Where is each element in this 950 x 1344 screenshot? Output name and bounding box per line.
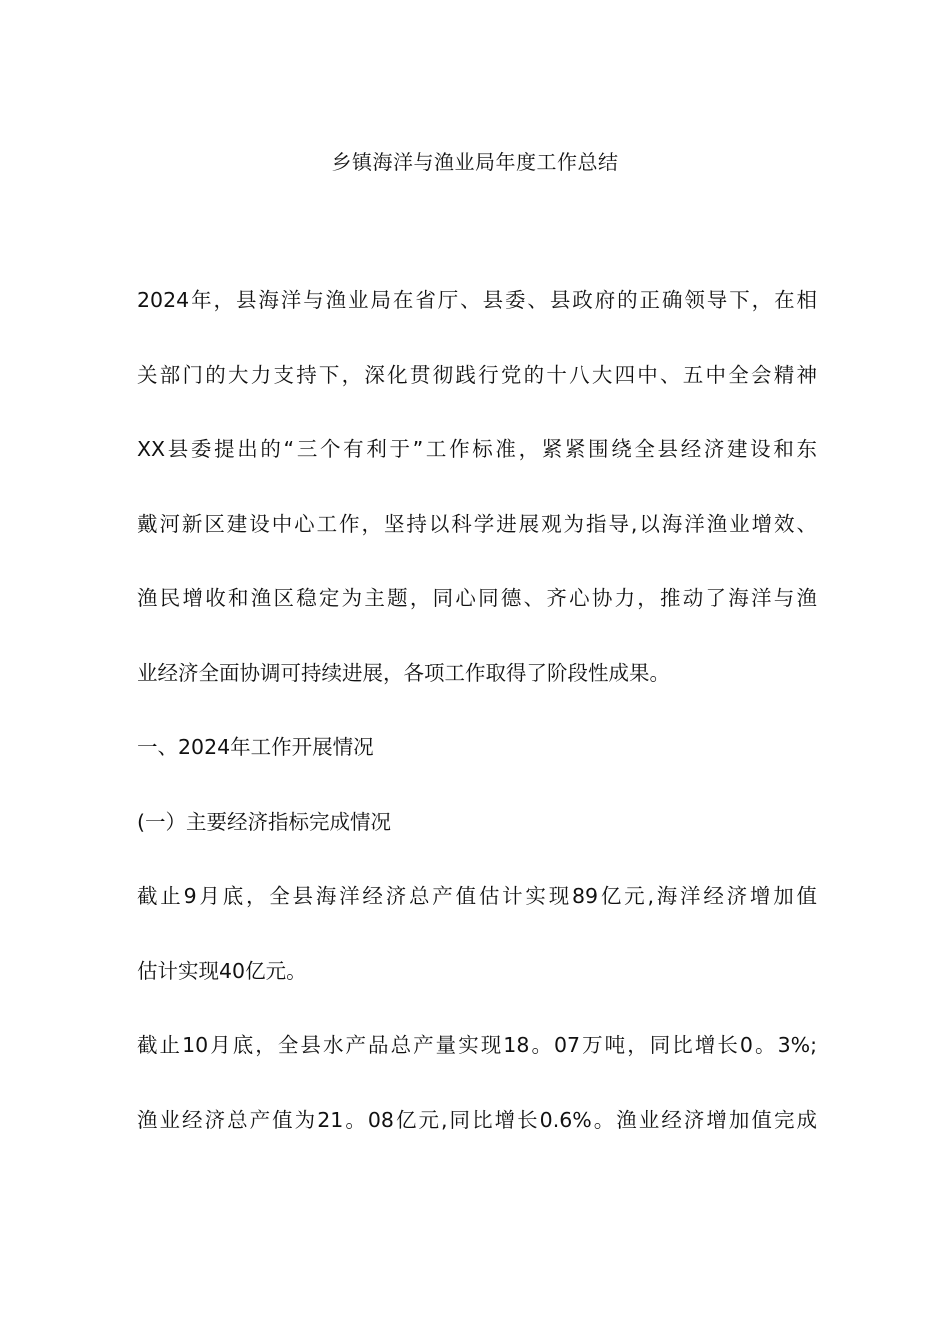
document-body bbox=[137, 280, 817, 1174]
document-title: 乡镇海洋与渔业局年度工作总结 bbox=[331, 150, 619, 174]
body-line-2: 关部门的大力支持下，深化贯彻践行党的十八大四中、五中全会精神 bbox=[137, 362, 817, 387]
body-line-10: 估计实现40亿元。 bbox=[137, 958, 307, 983]
subsection-heading: (一）主要经济指标完成情况 bbox=[137, 809, 391, 834]
section-heading: 一、2024年工作开展情况 bbox=[137, 735, 374, 759]
body-line-6: 业经济全面协调可持续进展，各项工作取得了阶段性成果。 bbox=[137, 660, 670, 685]
body-line-3: XX县委提出的“三个有利于”工作标准，紧紧围绕全县经济建设和东 bbox=[137, 437, 817, 461]
body-line-11: 截止10月底，全县水产品总产量实现18。07万吨，同比增长0。3%; bbox=[137, 1033, 817, 1057]
body-line-4: 戴河新区建设中心工作，坚持以科学进展观为指导,以海洋渔业增效、 bbox=[137, 511, 817, 536]
body-line-9: 截止9月底，全县海洋经济总产值估计实现89亿元,海洋经济增加值 bbox=[137, 884, 817, 908]
body-line-1: 2024年，县海洋与渔业局在省厅、县委、县政府的正确领导下，在相 bbox=[137, 288, 817, 312]
body-line-12: 渔业经济总产值为21。08亿元,同比增长0.6%。渔业经济增加值完成 bbox=[137, 1107, 817, 1132]
body-line-5: 渔民增收和渔区稳定为主题，同心同德、齐心协力，推动了海洋与渔 bbox=[137, 586, 817, 610]
